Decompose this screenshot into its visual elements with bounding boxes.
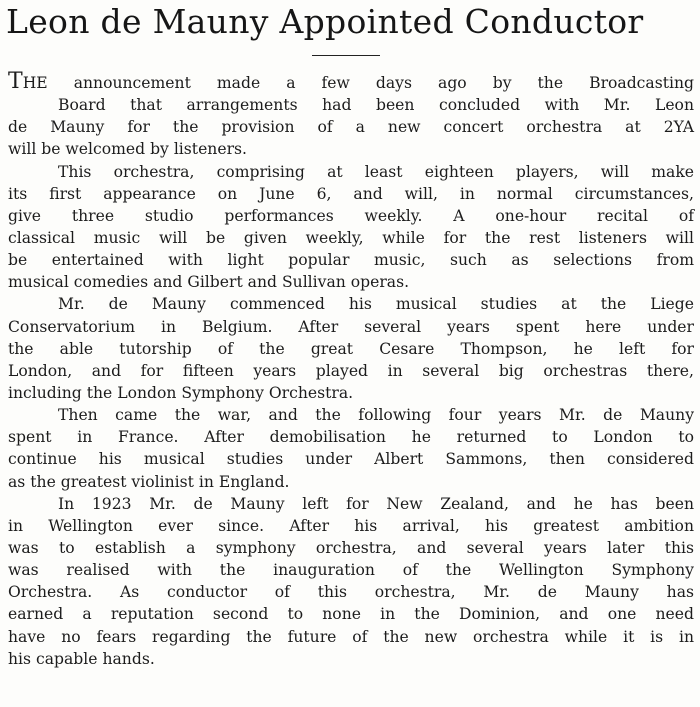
text-line: Then came the war, and the following four years Mr. de Mauny [58, 406, 694, 425]
text-line: This orchestra, comprising at least eighteen players, will make [58, 162, 694, 181]
paragraph-4 [8, 404, 694, 493]
text-line: Mr. de Mauny commenced his musical studies at the Liege [58, 295, 694, 314]
text-line-content [8, 69, 694, 94]
text-line: its first appearance on June 6, and will, in normal circumstances, [8, 184, 694, 203]
text-line: Conservatorium in Belgium. After several years spent here under [8, 317, 694, 336]
text-line: including the London Symphony Orchestra. [8, 383, 354, 402]
text-line: Orchestra. As conductor of this orchestra, Mr. de Mauny has [8, 583, 694, 602]
text-line: give three studio performances weekly. A one-hour recital of [8, 206, 694, 225]
paragraph-1 [8, 69, 694, 161]
text-line: in Wellington ever since. After his arrival, his greatest ambition [8, 516, 694, 535]
text-line: London, and for fifteen years played in several big orchestras there, [8, 361, 694, 380]
drop-cap-letter: T [8, 69, 23, 94]
text-line: earned a reputation second to none in the Dominion, and one need [8, 605, 694, 624]
paragraph-3 [8, 293, 694, 404]
text-line: spent in France. After demobilisation he returned to London to [8, 428, 694, 447]
text-line: his capable hands. [8, 649, 155, 668]
paragraph-2 [8, 161, 694, 294]
text-line: as the greatest violinist in England. [8, 472, 290, 491]
text-line: continue his musical studies under Albert Sammons, then considered [8, 450, 694, 469]
headline: Leon de Mauny Appointed Conductor [6, 2, 644, 41]
text-line: have no fears regarding the future of the new orchestra while it is in [8, 627, 694, 646]
first-line-rest: HE announcement made a few days ago by the Broadcasting [22, 74, 694, 92]
text-line: musical comedies and Gilbert and Sullivan operas. [8, 273, 410, 292]
paragraph-5 [8, 493, 694, 670]
headline-divider [312, 55, 380, 56]
text-line: was realised with the inauguration of the Wellington Symphony [8, 561, 694, 580]
text-line: the able tutorship of the great Cesare Thompson, he left for [8, 339, 694, 358]
text-line: Board that arrangements had been concluded with Mr. Leon [58, 96, 694, 115]
text-line: In 1923 Mr. de Mauny left for New Zealand, and he has been [58, 494, 694, 513]
text-line: was to establish a symphony orchestra, and several years later this [8, 538, 694, 557]
text-line [8, 69, 694, 94]
text-line: will be welcomed by listeners. [8, 140, 247, 159]
text-line: be entertained with light popular music, such as selections from [8, 251, 694, 270]
article-body [8, 69, 694, 670]
text-line: de Mauny for the provision of a new concert orchestra at 2YA [8, 118, 694, 137]
text-line: classical music will be given weekly, while for the rest listeners will [8, 228, 694, 247]
